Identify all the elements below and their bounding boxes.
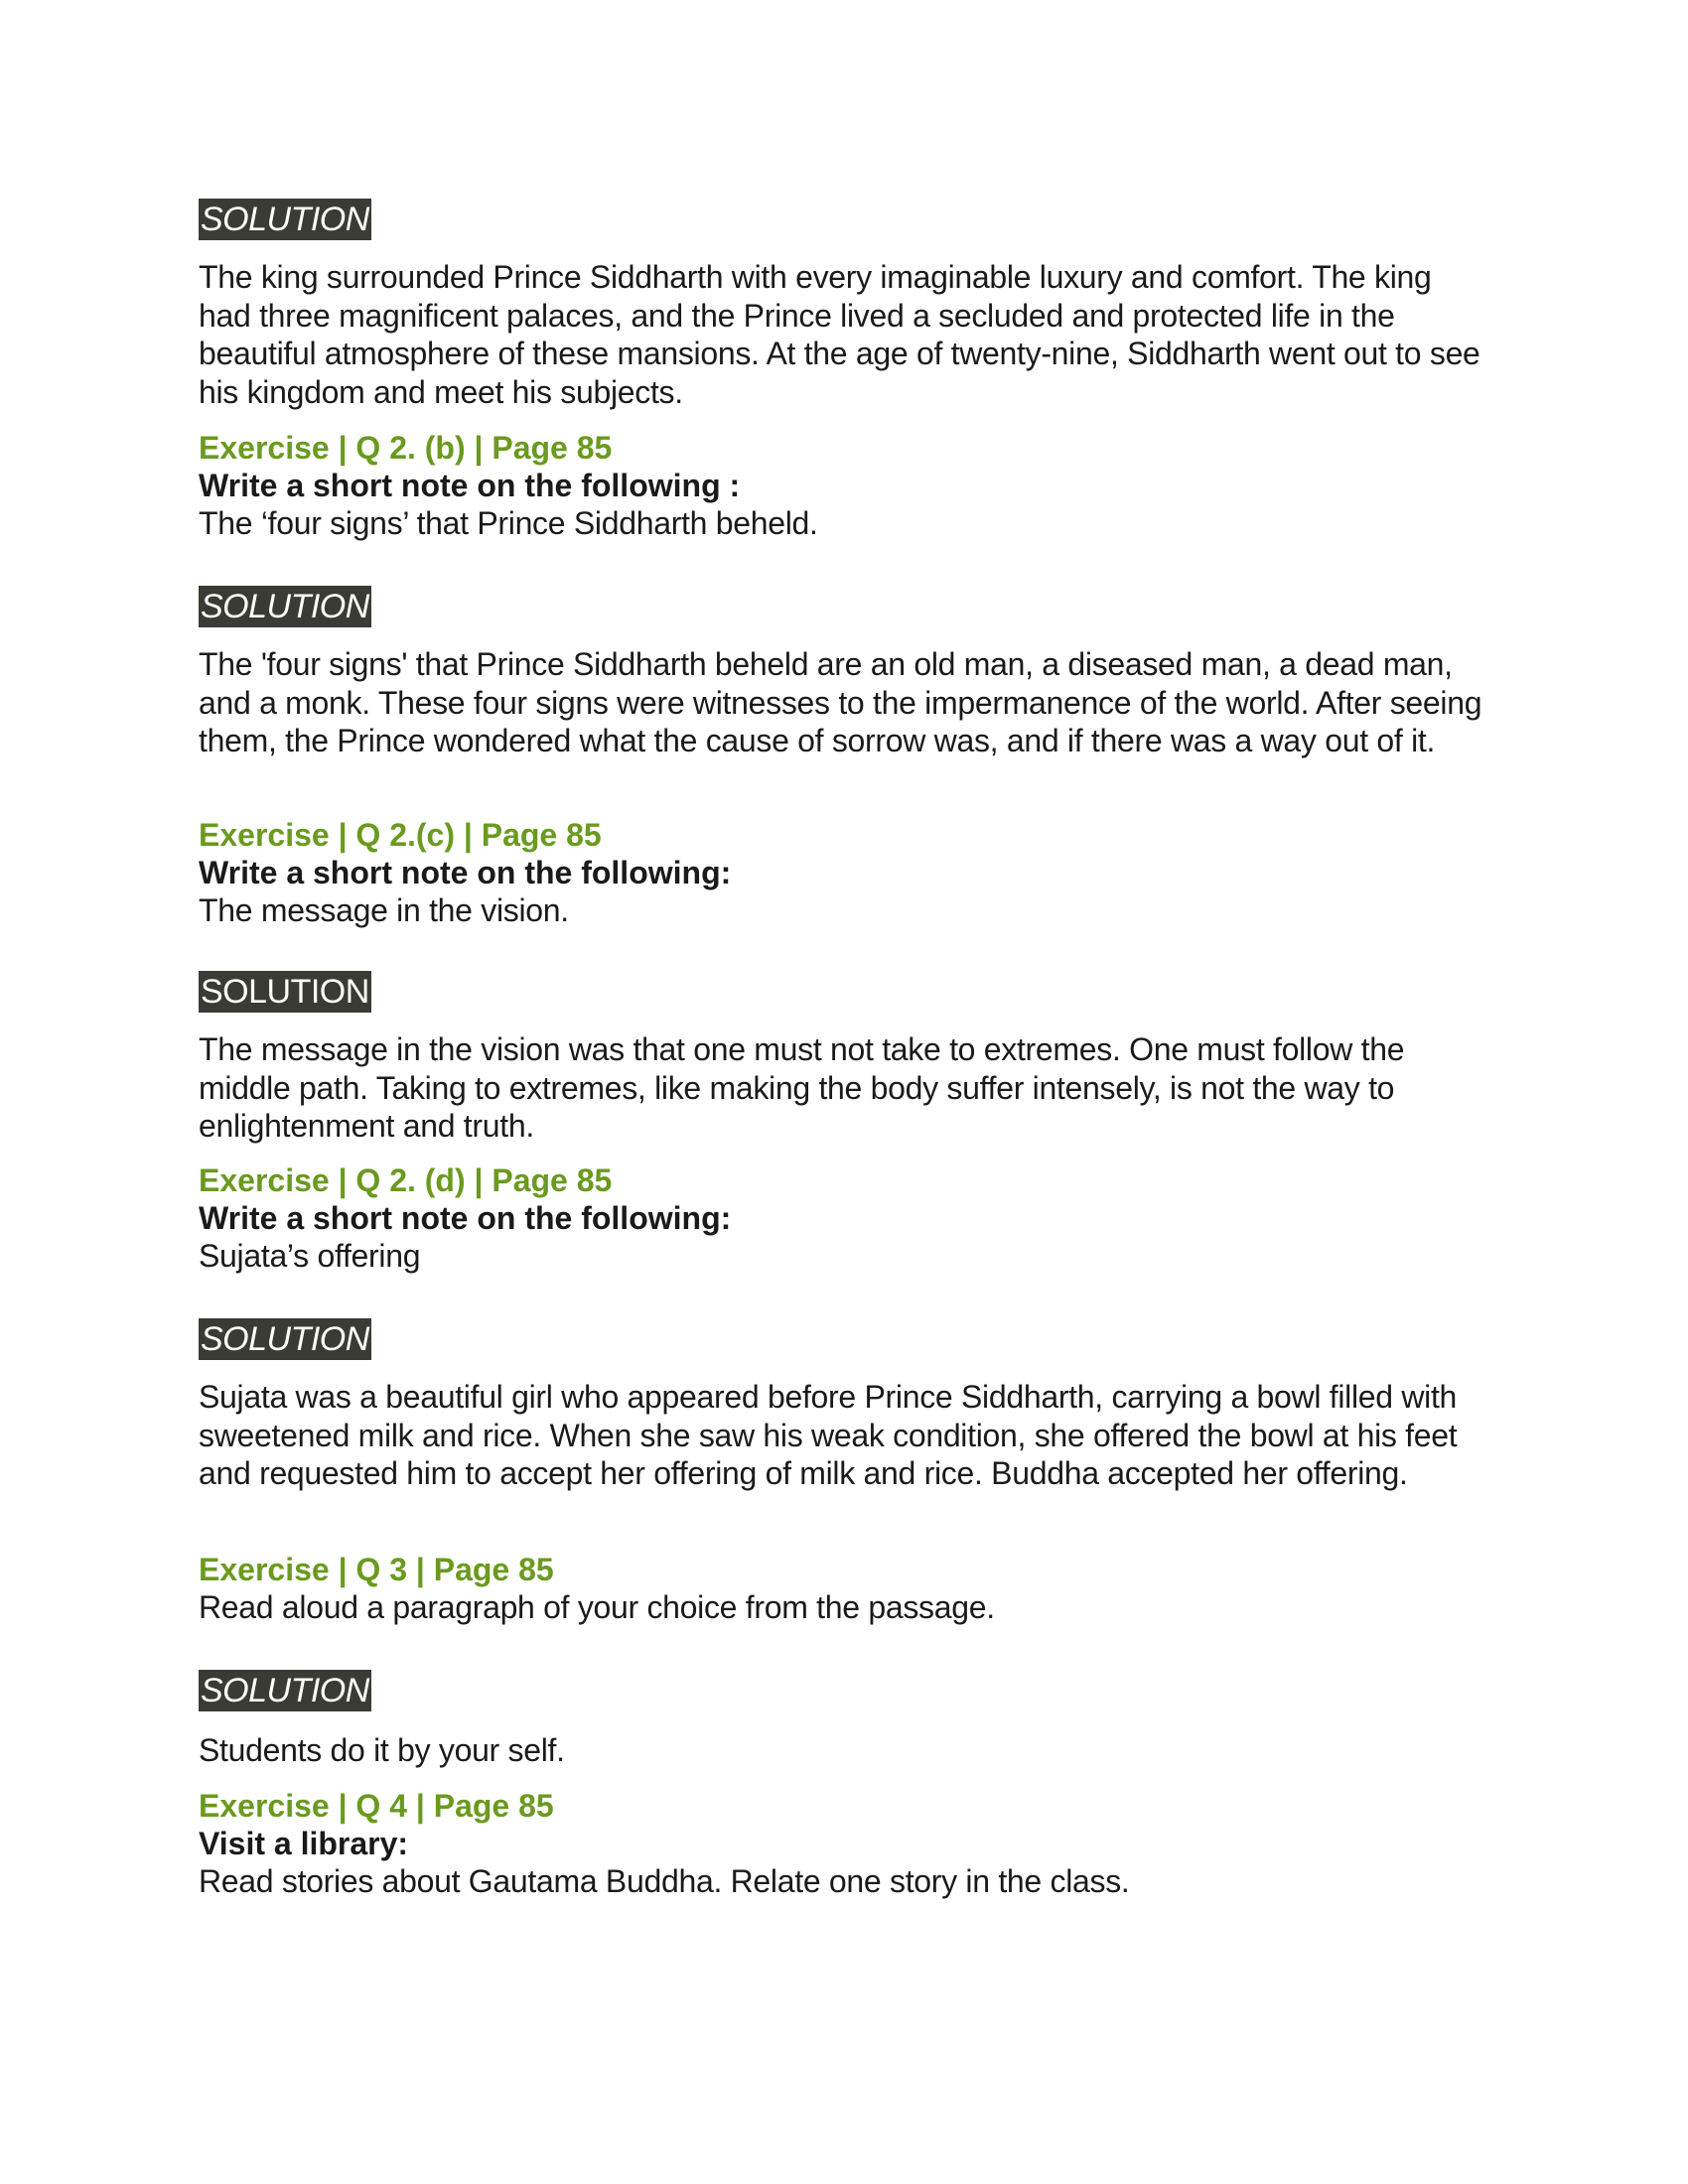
solution-label: SOLUTION bbox=[201, 1320, 369, 1358]
solution-label: SOLUTION bbox=[201, 1672, 369, 1709]
question-title: Visit a library: bbox=[199, 1826, 409, 1861]
question-block-q2d bbox=[199, 1161, 1489, 1275]
exercise-heading: Exercise | Q 3 | Page 85 bbox=[199, 1552, 554, 1587]
exercise-heading: Exercise | Q 2. (d) | Page 85 bbox=[199, 1162, 613, 1198]
question-block-q2c bbox=[199, 816, 1489, 929]
question-text: Read aloud a paragraph of your choice from the passage. bbox=[199, 1589, 995, 1625]
answer-text: Students do it by your self. bbox=[199, 1732, 565, 1768]
solution-block-q2c bbox=[199, 971, 1489, 1013]
answer-text: The message in the vision was that one must not take to extremes. One must follow the middle path. Taking to extremes, like making the body suffer intensely, is not the way to enlightenment and truth. bbox=[199, 1031, 1405, 1144]
question-title: Write a short note on the following : bbox=[199, 468, 741, 503]
answer-block-q2c bbox=[199, 1030, 1489, 1146]
answer-block-q3 bbox=[199, 1731, 1489, 1770]
solution-block-q2d bbox=[199, 1318, 1489, 1360]
question-block-q4 bbox=[199, 1787, 1489, 1900]
question-block-q3 bbox=[199, 1551, 1489, 1626]
question-title: Write a short note on the following: bbox=[199, 1200, 732, 1236]
solution-label: SOLUTION bbox=[201, 588, 369, 625]
answer-block-1 bbox=[199, 258, 1489, 411]
question-text: Sujata’s offering bbox=[199, 1238, 421, 1274]
exercise-heading: Exercise | Q 2.(c) | Page 85 bbox=[199, 817, 602, 853]
answer-block-q2d bbox=[199, 1378, 1489, 1493]
solution-label: SOLUTION bbox=[201, 201, 369, 238]
question-text: Read stories about Gautama Buddha. Relate one story in the class. bbox=[199, 1863, 1130, 1899]
exercise-heading: Exercise | Q 2. (b) | Page 85 bbox=[199, 430, 613, 466]
question-title: Write a short note on the following: bbox=[199, 855, 732, 890]
solution-block-q2b bbox=[199, 586, 1489, 627]
question-text: The ‘four signs’ that Prince Siddharth beheld. bbox=[199, 505, 818, 541]
solution-block-q3 bbox=[199, 1670, 1489, 1711]
solution-block-1 bbox=[199, 199, 1489, 240]
answer-block-q2b bbox=[199, 645, 1489, 760]
answer-text: The 'four signs' that Prince Siddharth beheld are an old man, a diseased man, a dead man, and a monk. These four signs were witnesses to the impermanence of the world. After seeing them, the Prince wondered what the cause of sorrow was, and if there was a way out of it. bbox=[199, 646, 1482, 758]
exercise-heading: Exercise | Q 4 | Page 85 bbox=[199, 1788, 554, 1824]
solution-label: SOLUTION bbox=[201, 973, 369, 1011]
answer-text: Sujata was a beautiful girl who appeared before Prince Siddharth, carrying a bowl filled with sweetened milk and rice. When she saw his weak condition, she offered the bowl at his feet and requested him to accept her offering of milk and rice. Buddha accepted her offering. bbox=[199, 1379, 1458, 1491]
answer-text: The king surrounded Prince Siddharth with every imaginable luxury and comfort. The king had three magnificent palaces, and the Prince lived a secluded and protected life in the beautiful atmosphere of these mansions. At the age of twenty-nine, Siddharth went out to see his kingdom and meet his subjects. bbox=[199, 259, 1480, 410]
question-text: The message in the vision. bbox=[199, 892, 569, 928]
question-block-q2b bbox=[199, 429, 1489, 542]
